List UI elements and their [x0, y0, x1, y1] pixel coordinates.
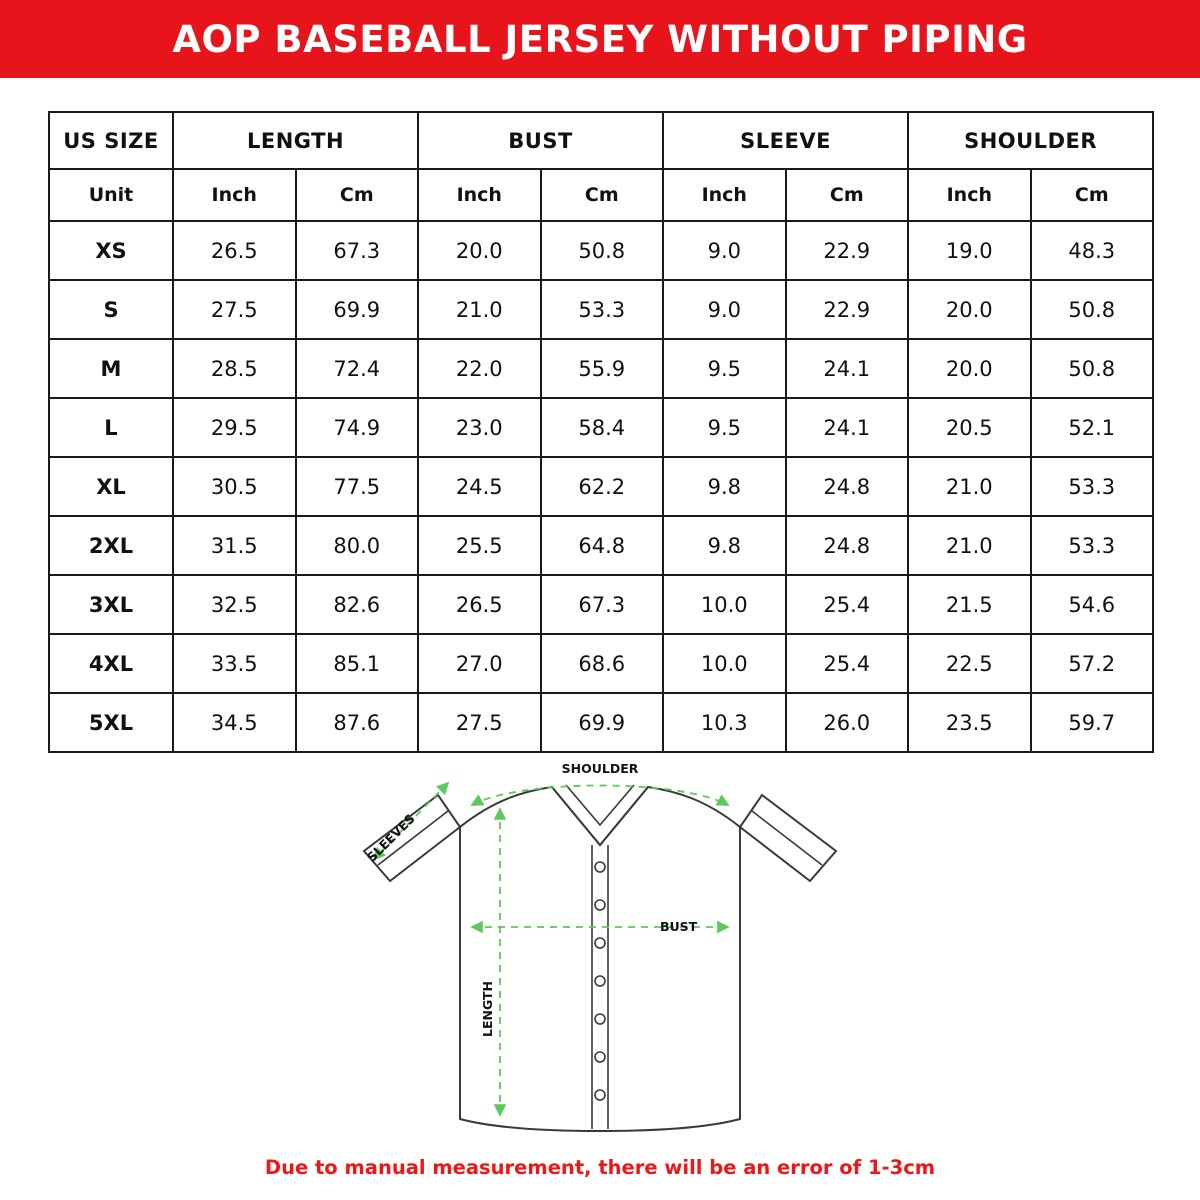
cell-bust-cm: 68.6 [541, 634, 664, 693]
cell-shoulder-cm: 53.3 [1031, 457, 1154, 516]
cell-bust-cm: 50.8 [541, 221, 664, 280]
cell-sleeve-cm: 22.9 [786, 280, 909, 339]
cell-bust-cm: 64.8 [541, 516, 664, 575]
header-bust: BUST [418, 112, 663, 169]
table-unit-row [49, 169, 1153, 221]
cell-bust-inch: 22.0 [418, 339, 541, 398]
cell-shoulder-cm: 57.2 [1031, 634, 1154, 693]
cell-size: 5XL [49, 693, 173, 752]
label-bust: BUST [660, 919, 698, 934]
cell-bust-inch: 24.5 [418, 457, 541, 516]
cell-size: L [49, 398, 173, 457]
cell-shoulder-cm: 48.3 [1031, 221, 1154, 280]
cell-length-inch: 30.5 [173, 457, 296, 516]
cell-shoulder-cm: 59.7 [1031, 693, 1154, 752]
cell-shoulder-inch: 20.0 [908, 339, 1031, 398]
cell-length-inch: 31.5 [173, 516, 296, 575]
cell-length-inch: 33.5 [173, 634, 296, 693]
cell-shoulder-cm: 53.3 [1031, 516, 1154, 575]
cell-shoulder-inch: 20.0 [908, 280, 1031, 339]
size-table [48, 111, 1154, 753]
table-row [49, 693, 1153, 752]
cell-sleeve-cm: 25.4 [786, 634, 909, 693]
header-length: LENGTH [173, 112, 418, 169]
cell-length-cm: 77.5 [296, 457, 419, 516]
label-length: LENGTH [480, 981, 495, 1037]
table-group-header-row [49, 112, 1153, 169]
unit-sleeve-cm: Cm [786, 169, 909, 221]
cell-bust-inch: 27.0 [418, 634, 541, 693]
cell-shoulder-inch: 19.0 [908, 221, 1031, 280]
unit-bust-cm: Cm [541, 169, 664, 221]
header-banner [0, 0, 1200, 78]
table-row [49, 575, 1153, 634]
cell-bust-cm: 55.9 [541, 339, 664, 398]
cell-length-inch: 27.5 [173, 280, 296, 339]
cell-length-cm: 69.9 [296, 280, 419, 339]
cell-length-inch: 29.5 [173, 398, 296, 457]
cell-bust-cm: 53.3 [541, 280, 664, 339]
cell-sleeve-cm: 24.1 [786, 339, 909, 398]
table-row [49, 221, 1153, 280]
label-sleeves: SLEEVES [363, 810, 418, 865]
jersey-diagram-svg [320, 759, 880, 1154]
cell-sleeve-inch: 10.0 [663, 634, 786, 693]
unit-bust-inch: Inch [418, 169, 541, 221]
cell-sleeve-inch: 9.0 [663, 221, 786, 280]
table-row [49, 339, 1153, 398]
table-row [49, 634, 1153, 693]
cell-shoulder-inch: 23.5 [908, 693, 1031, 752]
cell-shoulder-cm: 54.6 [1031, 575, 1154, 634]
cell-sleeve-cm: 24.1 [786, 398, 909, 457]
cell-size: XL [49, 457, 173, 516]
cell-bust-inch: 21.0 [418, 280, 541, 339]
cell-bust-cm: 62.2 [541, 457, 664, 516]
cell-length-cm: 80.0 [296, 516, 419, 575]
cell-length-inch: 32.5 [173, 575, 296, 634]
cell-sleeve-cm: 22.9 [786, 221, 909, 280]
measurement-footnote: Due to manual measurement, there will be an error of 1-3cm [264, 1156, 936, 1179]
unit-length-cm: Cm [296, 169, 419, 221]
table-row [49, 398, 1153, 457]
cell-length-cm: 85.1 [296, 634, 419, 693]
cell-length-inch: 26.5 [173, 221, 296, 280]
cell-length-cm: 67.3 [296, 221, 419, 280]
cell-bust-inch: 20.0 [418, 221, 541, 280]
cell-size: 3XL [49, 575, 173, 634]
cell-shoulder-inch: 21.0 [908, 457, 1031, 516]
cell-sleeve-inch: 10.0 [663, 575, 786, 634]
cell-shoulder-inch: 22.5 [908, 634, 1031, 693]
cell-bust-cm: 58.4 [541, 398, 664, 457]
cell-shoulder-inch: 20.5 [908, 398, 1031, 457]
cell-shoulder-inch: 21.5 [908, 575, 1031, 634]
table-row [49, 516, 1153, 575]
unit-shoulder-cm: Cm [1031, 169, 1154, 221]
cell-length-inch: 28.5 [173, 339, 296, 398]
cell-bust-inch: 25.5 [418, 516, 541, 575]
cell-bust-cm: 69.9 [541, 693, 664, 752]
cell-sleeve-inch: 9.8 [663, 457, 786, 516]
cell-shoulder-inch: 21.0 [908, 516, 1031, 575]
cell-sleeve-inch: 9.8 [663, 516, 786, 575]
cell-sleeve-inch: 10.3 [663, 693, 786, 752]
page-title: AOP BASEBALL JERSEY WITHOUT PIPING [172, 17, 1028, 61]
cell-shoulder-cm: 50.8 [1031, 339, 1154, 398]
cell-sleeve-cm: 24.8 [786, 457, 909, 516]
cell-size: M [49, 339, 173, 398]
unit-sleeve-inch: Inch [663, 169, 786, 221]
cell-length-cm: 74.9 [296, 398, 419, 457]
cell-length-inch: 34.5 [173, 693, 296, 752]
cell-sleeve-inch: 9.5 [663, 339, 786, 398]
cell-size: XS [49, 221, 173, 280]
unit-length-inch: Inch [173, 169, 296, 221]
table-row [49, 280, 1153, 339]
jersey-outline [364, 785, 836, 1131]
cell-sleeve-cm: 25.4 [786, 575, 909, 634]
cell-size: 2XL [49, 516, 173, 575]
header-us-size: US SIZE [49, 112, 173, 169]
size-table-container [0, 78, 1200, 753]
cell-size: S [49, 280, 173, 339]
cell-shoulder-cm: 52.1 [1031, 398, 1154, 457]
cell-bust-inch: 27.5 [418, 693, 541, 752]
cell-shoulder-cm: 50.8 [1031, 280, 1154, 339]
cell-sleeve-inch: 9.0 [663, 280, 786, 339]
label-shoulder: SHOULDER [561, 761, 639, 776]
cell-sleeve-inch: 9.5 [663, 398, 786, 457]
header-shoulder: SHOULDER [908, 112, 1153, 169]
cell-length-cm: 72.4 [296, 339, 419, 398]
table-row [49, 457, 1153, 516]
cell-bust-inch: 23.0 [418, 398, 541, 457]
cell-size: 4XL [49, 634, 173, 693]
unit-label: Unit [49, 169, 173, 221]
cell-bust-inch: 26.5 [418, 575, 541, 634]
cell-sleeve-cm: 24.8 [786, 516, 909, 575]
unit-shoulder-inch: Inch [908, 169, 1031, 221]
cell-sleeve-cm: 26.0 [786, 693, 909, 752]
header-sleeve: SLEEVE [663, 112, 908, 169]
cell-length-cm: 82.6 [296, 575, 419, 634]
measurement-diagram [0, 759, 1200, 1179]
cell-length-cm: 87.6 [296, 693, 419, 752]
cell-bust-cm: 67.3 [541, 575, 664, 634]
